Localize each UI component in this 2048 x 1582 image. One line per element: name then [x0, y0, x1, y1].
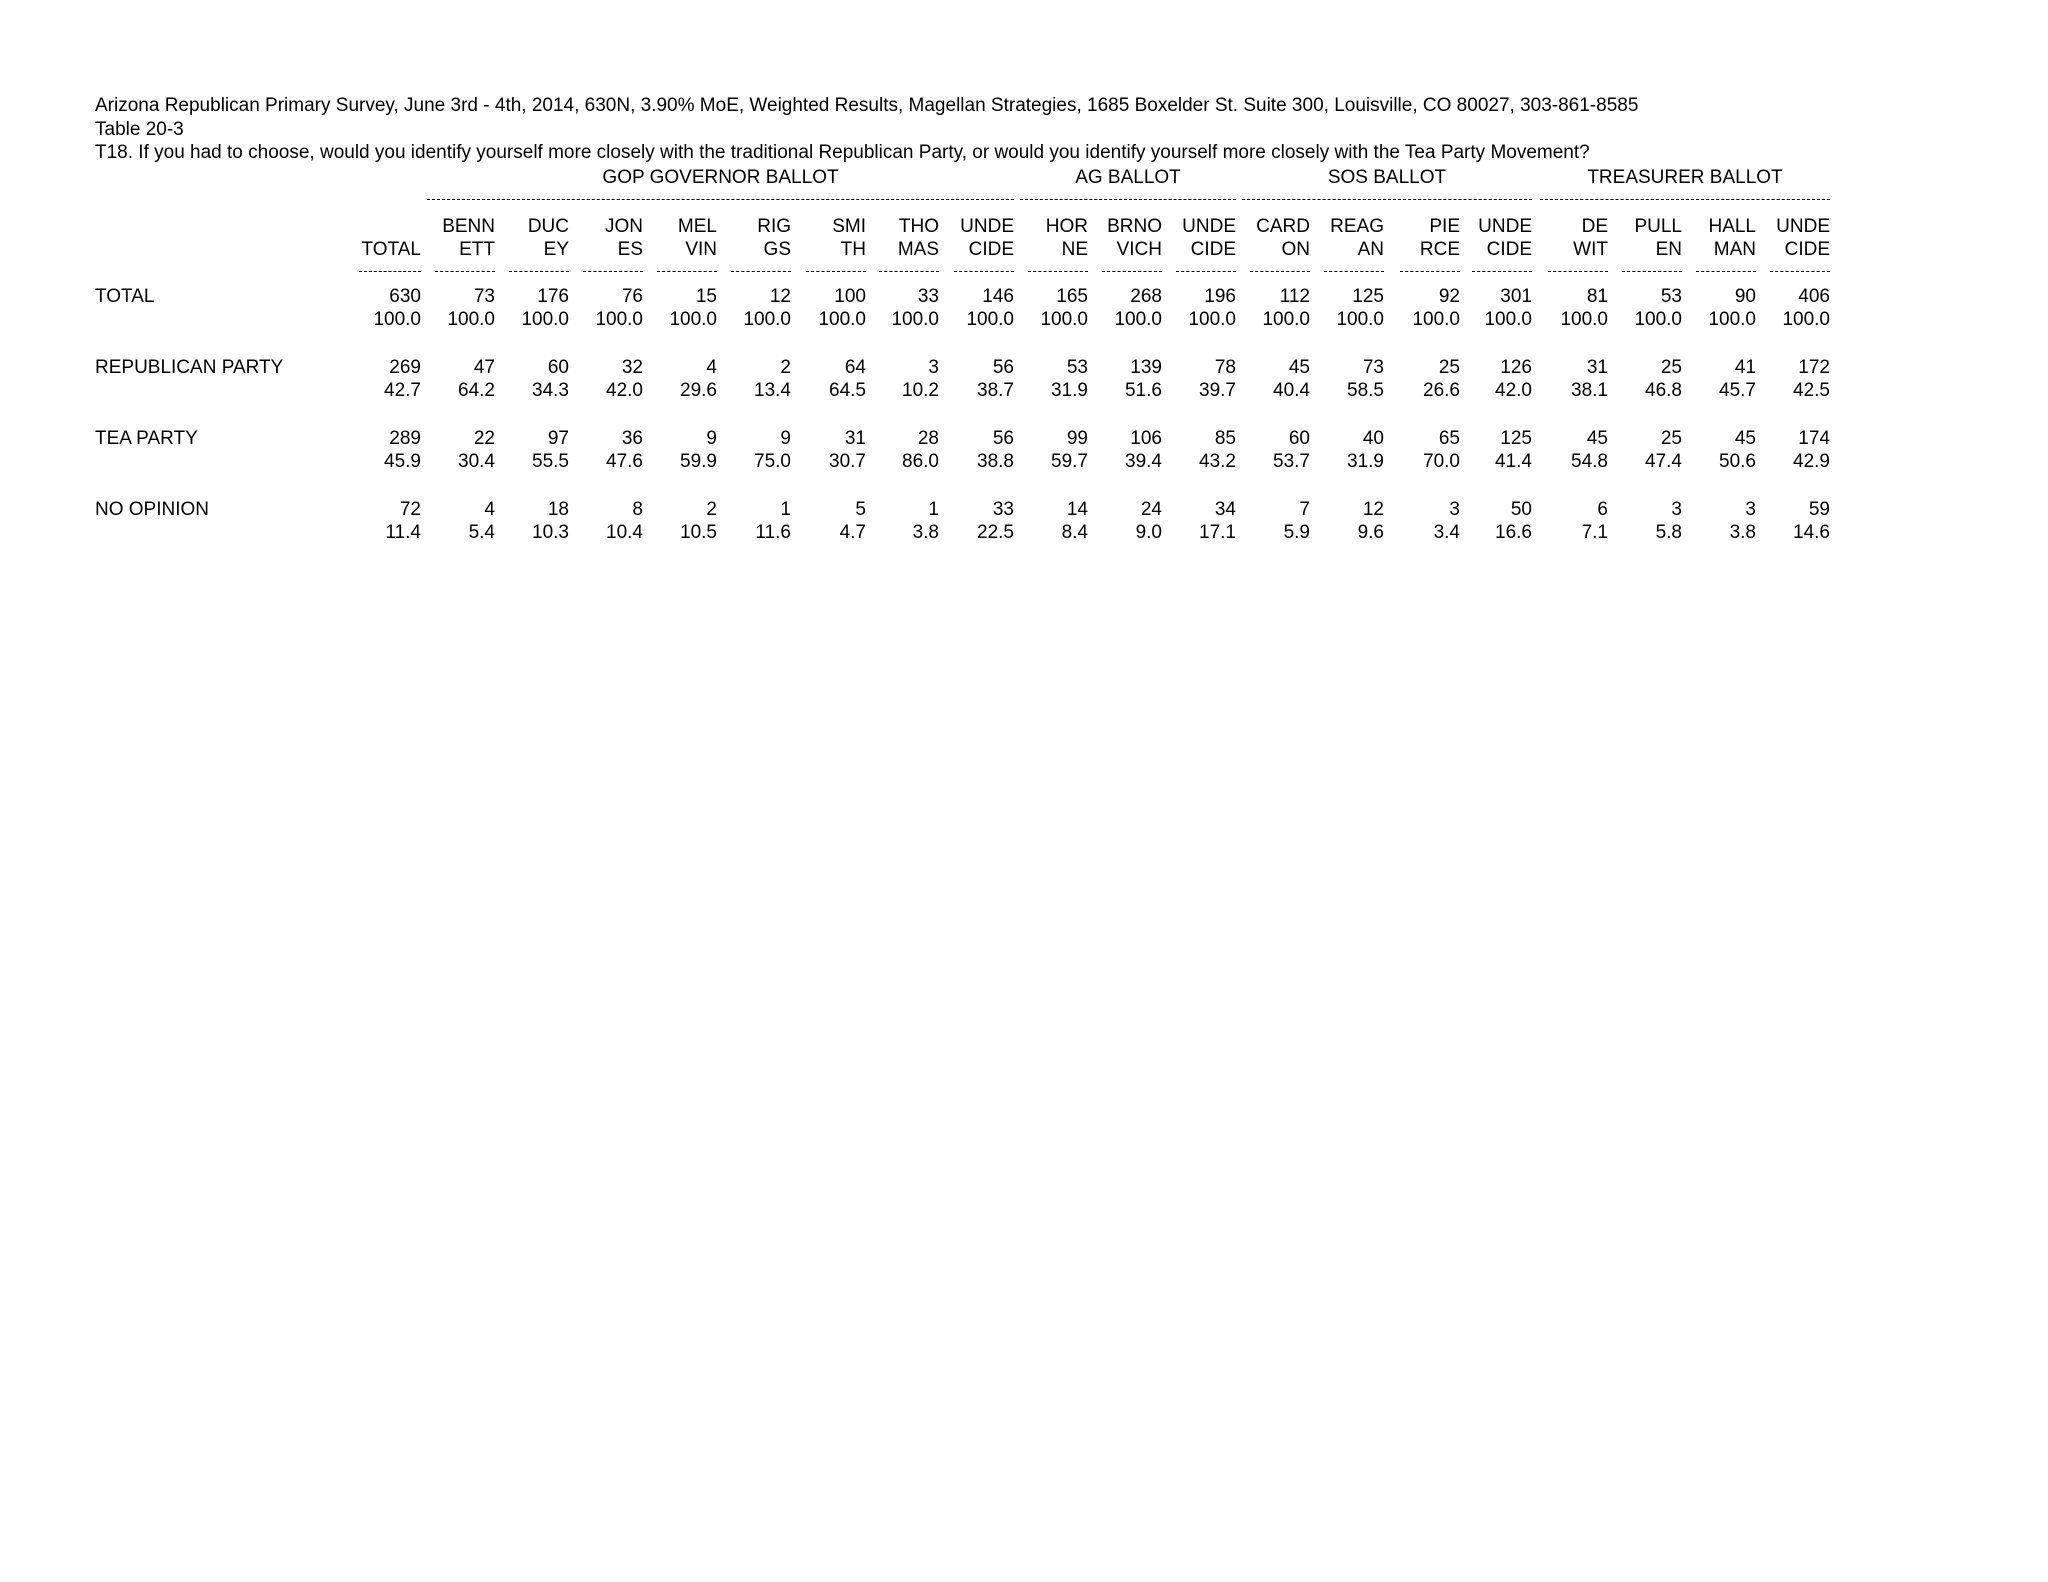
- column-header-line2: EN: [1655, 239, 1682, 260]
- column-header-line1: THO: [898, 216, 939, 237]
- count-cell: 269: [389, 357, 421, 378]
- percent-cell: 51.6: [1125, 380, 1162, 401]
- percent-cell: 8.4: [1061, 522, 1088, 543]
- percent-cell: 26.6: [1423, 380, 1460, 401]
- column-underline: [583, 271, 643, 272]
- percent-cell: 50.6: [1719, 451, 1756, 472]
- percent-cell: 45.9: [384, 451, 421, 472]
- column-underline: [879, 271, 939, 272]
- count-cell: 33: [917, 286, 939, 307]
- percent-cell: 31.9: [1347, 451, 1384, 472]
- group-underline: [1242, 199, 1532, 200]
- count-cell: 18: [547, 499, 569, 520]
- percent-cell: 100.0: [1484, 309, 1532, 330]
- percent-cell: 17.1: [1199, 522, 1236, 543]
- column-header-line1: JON: [605, 216, 643, 237]
- column-header-line2: AN: [1357, 239, 1384, 260]
- percent-cell: 10.4: [606, 522, 643, 543]
- count-cell: 2: [780, 357, 791, 378]
- column-header-line2: WIT: [1573, 239, 1608, 260]
- count-cell: 301: [1500, 286, 1532, 307]
- column-header-line2: VICH: [1116, 239, 1162, 260]
- count-cell: 36: [621, 428, 643, 449]
- percent-cell: 34.3: [532, 380, 569, 401]
- count-cell: 56: [992, 428, 1014, 449]
- percent-cell: 100.0: [1708, 309, 1756, 330]
- column-underline: [731, 271, 791, 272]
- percent-cell: 45.7: [1719, 380, 1756, 401]
- percent-cell: 100.0: [1560, 309, 1608, 330]
- count-cell: 78: [1214, 357, 1236, 378]
- count-cell: 73: [1362, 357, 1384, 378]
- column-header-line2: NE: [1061, 239, 1088, 260]
- count-cell: 126: [1500, 357, 1532, 378]
- column-underline: [1400, 271, 1460, 272]
- count-cell: 112: [1279, 286, 1310, 307]
- count-cell: 3: [1449, 499, 1460, 520]
- column-header-line2: MAS: [897, 239, 939, 260]
- group-title: TREASURER BALLOT: [1587, 167, 1783, 188]
- column-underline: [1102, 271, 1162, 272]
- percent-cell: 100.0: [521, 309, 569, 330]
- percent-cell: 41.4: [1495, 451, 1532, 472]
- column-underline: [1696, 271, 1756, 272]
- percent-cell: 29.6: [680, 380, 717, 401]
- column-header-line2: RCE: [1419, 239, 1460, 260]
- group-underline: [1020, 199, 1236, 200]
- group-underline: [427, 199, 1014, 200]
- percent-cell: 11.4: [385, 522, 421, 543]
- count-cell: 289: [389, 428, 421, 449]
- survey-header-line: Arizona Republican Primary Survey, June 3rd - 4th, 2014, 630N, 3.90% MoE, Weighted Results, Magellan Strategies, 1685 Boxelder St. Suite 300, Louisville, CO 80027, 303-861-8585: [95, 95, 1639, 116]
- count-cell: 24: [1140, 499, 1162, 520]
- count-cell: 25: [1438, 357, 1460, 378]
- count-cell: 33: [992, 499, 1014, 520]
- percent-cell: 100.0: [447, 309, 495, 330]
- percent-cell: 42.9: [1793, 451, 1830, 472]
- column-header-line1: BRNO: [1107, 216, 1162, 237]
- question-text: T18. If you had to choose, would you identify yourself more closely with the traditional Republican Party, or would you identify yourself more closely with the Tea Party Movement?: [95, 142, 1590, 163]
- count-cell: 14: [1066, 499, 1088, 520]
- count-cell: 9: [706, 428, 717, 449]
- percent-cell: 42.5: [1793, 380, 1830, 401]
- percent-cell: 10.3: [532, 522, 569, 543]
- column-underline: [509, 271, 569, 272]
- percent-cell: 47.4: [1645, 451, 1682, 472]
- percent-cell: 100.0: [818, 309, 866, 330]
- percent-cell: 5.4: [468, 522, 495, 543]
- percent-cell: 4.7: [839, 522, 866, 543]
- count-cell: 25: [1660, 428, 1682, 449]
- column-underline: [657, 271, 717, 272]
- count-cell: 97: [547, 428, 569, 449]
- column-underline: [1770, 271, 1830, 272]
- column-header-line1: CARD: [1256, 216, 1310, 237]
- percent-cell: 39.4: [1125, 451, 1162, 472]
- count-cell: 165: [1056, 286, 1088, 307]
- column-header-line1: SMI: [832, 216, 866, 237]
- group-title: SOS BALLOT: [1327, 167, 1447, 188]
- count-cell: 146: [982, 286, 1014, 307]
- count-cell: 5: [855, 499, 866, 520]
- column-header-line2: CIDE: [1486, 239, 1532, 260]
- percent-cell: 64.2: [458, 380, 495, 401]
- percent-cell: 38.7: [977, 380, 1014, 401]
- percent-cell: 9.6: [1357, 522, 1384, 543]
- count-cell: 172: [1798, 357, 1830, 378]
- column-header-line2: GS: [763, 239, 791, 260]
- percent-cell: 16.6: [1495, 522, 1532, 543]
- count-cell: 15: [695, 286, 717, 307]
- count-cell: 8: [632, 499, 643, 520]
- percent-cell: 47.6: [606, 451, 643, 472]
- count-cell: 7: [1299, 499, 1310, 520]
- count-cell: 53: [1066, 357, 1088, 378]
- column-header-line1: PIE: [1429, 216, 1460, 237]
- count-cell: 106: [1130, 428, 1162, 449]
- column-header-line1: PULL: [1634, 216, 1682, 237]
- percent-cell: 43.2: [1199, 451, 1236, 472]
- percent-cell: 54.8: [1571, 451, 1608, 472]
- count-cell: 125: [1500, 428, 1532, 449]
- percent-cell: 100.0: [669, 309, 717, 330]
- column-underline: [1250, 271, 1310, 272]
- count-cell: 176: [537, 286, 569, 307]
- percent-cell: 42.0: [1495, 380, 1532, 401]
- count-cell: 174: [1798, 428, 1830, 449]
- count-cell: 60: [1288, 428, 1310, 449]
- row-label: TOTAL: [95, 286, 155, 307]
- percent-cell: 100.0: [1114, 309, 1162, 330]
- column-underline: [1324, 271, 1384, 272]
- percent-cell: 100.0: [743, 309, 791, 330]
- percent-cell: 13.4: [754, 380, 791, 401]
- column-underline: [806, 271, 866, 272]
- count-cell: 76: [621, 286, 643, 307]
- percent-cell: 31.9: [1051, 380, 1088, 401]
- count-cell: 28: [917, 428, 939, 449]
- column-header-line1: DE: [1581, 216, 1608, 237]
- column-header-line1: HOR: [1045, 216, 1088, 237]
- count-cell: 56: [992, 357, 1014, 378]
- count-cell: 196: [1204, 286, 1236, 307]
- count-cell: 406: [1798, 286, 1830, 307]
- percent-cell: 38.1: [1571, 380, 1608, 401]
- column-underline: [1028, 271, 1088, 272]
- percent-cell: 5.9: [1283, 522, 1310, 543]
- percent-cell: 30.7: [829, 451, 866, 472]
- column-header-line1: HALL: [1708, 216, 1756, 237]
- count-cell: 53: [1660, 286, 1682, 307]
- column-underline: [435, 271, 495, 272]
- count-cell: 31: [844, 428, 866, 449]
- percent-cell: 100.0: [595, 309, 643, 330]
- count-cell: 1: [780, 499, 791, 520]
- percent-cell: 42.0: [606, 380, 643, 401]
- percent-cell: 100.0: [1040, 309, 1088, 330]
- count-cell: 4: [484, 499, 495, 520]
- percent-cell: 14.6: [1793, 522, 1830, 543]
- count-cell: 72: [399, 499, 421, 520]
- percent-cell: 3.8: [1729, 522, 1756, 543]
- column-underline: [1472, 271, 1532, 272]
- count-cell: 81: [1586, 286, 1608, 307]
- column-header-line2: EY: [543, 239, 569, 260]
- percent-cell: 9.0: [1135, 522, 1162, 543]
- count-cell: 268: [1130, 286, 1162, 307]
- percent-cell: 100.0: [1262, 309, 1310, 330]
- count-cell: 40: [1362, 428, 1384, 449]
- group-title: AG BALLOT: [1075, 167, 1181, 188]
- column-header-line1: UNDE: [1182, 216, 1236, 237]
- row-label: REPUBLICAN PARTY: [95, 357, 284, 378]
- percent-cell: 55.5: [532, 451, 569, 472]
- percent-cell: 64.5: [829, 380, 866, 401]
- count-cell: 3: [1745, 499, 1756, 520]
- column-underline: [954, 271, 1014, 272]
- column-header-line1: DUC: [527, 216, 569, 237]
- count-cell: 99: [1066, 428, 1088, 449]
- percent-cell: 11.6: [755, 522, 791, 543]
- count-cell: 45: [1586, 428, 1608, 449]
- column-header-line2: CIDE: [968, 239, 1014, 260]
- row-label: TEA PARTY: [95, 428, 198, 449]
- column-header-line1: UNDE: [1776, 216, 1830, 237]
- count-cell: 32: [621, 357, 643, 378]
- percent-cell: 46.8: [1645, 380, 1682, 401]
- percent-cell: 59.9: [680, 451, 717, 472]
- count-cell: 12: [769, 286, 791, 307]
- count-cell: 100: [834, 286, 866, 307]
- column-header-line2: MAN: [1713, 239, 1756, 260]
- count-cell: 85: [1214, 428, 1236, 449]
- column-header-line2: ETT: [459, 239, 495, 260]
- count-cell: 139: [1130, 357, 1162, 378]
- count-cell: 12: [1362, 499, 1384, 520]
- count-cell: 73: [473, 286, 495, 307]
- count-cell: 6: [1597, 499, 1608, 520]
- table-id: Table 20-3: [95, 119, 184, 140]
- count-cell: 3: [1671, 499, 1682, 520]
- count-cell: 45: [1288, 357, 1310, 378]
- count-cell: 125: [1352, 286, 1384, 307]
- percent-cell: 42.7: [384, 380, 421, 401]
- percent-cell: 100.0: [1782, 309, 1830, 330]
- group-underline: [1540, 199, 1830, 200]
- count-cell: 25: [1660, 357, 1682, 378]
- percent-cell: 58.5: [1347, 380, 1384, 401]
- column-header-line2: TH: [840, 239, 866, 260]
- percent-cell: 86.0: [902, 451, 939, 472]
- percent-cell: 30.4: [458, 451, 495, 472]
- row-label: NO OPINION: [95, 499, 210, 520]
- percent-cell: 10.5: [680, 522, 717, 543]
- column-header-line2: VIN: [685, 239, 717, 260]
- percent-cell: 38.8: [977, 451, 1014, 472]
- count-cell: 65: [1438, 428, 1460, 449]
- column-header-line2: CIDE: [1190, 239, 1236, 260]
- percent-cell: 10.2: [902, 380, 939, 401]
- column-header-line2: ON: [1281, 239, 1310, 260]
- count-cell: 1: [928, 499, 939, 520]
- column-header-line1: RIG: [757, 216, 791, 237]
- percent-cell: 53.7: [1273, 451, 1310, 472]
- column-header-line1: UNDE: [960, 216, 1014, 237]
- group-title: GOP GOVERNOR BALLOT: [602, 167, 839, 188]
- percent-cell: 100.0: [373, 309, 421, 330]
- count-cell: 64: [844, 357, 866, 378]
- count-cell: 90: [1734, 286, 1756, 307]
- column-underline: [359, 271, 421, 272]
- column-underline: [1176, 271, 1236, 272]
- percent-cell: 100.0: [1412, 309, 1460, 330]
- percent-cell: 3.4: [1433, 522, 1460, 543]
- count-cell: 34: [1214, 499, 1236, 520]
- percent-cell: 5.8: [1655, 522, 1682, 543]
- percent-cell: 100.0: [891, 309, 939, 330]
- percent-cell: 75.0: [754, 451, 791, 472]
- column-header-line1: REAG: [1330, 216, 1384, 237]
- column-underline: [1622, 271, 1682, 272]
- count-cell: 47: [473, 357, 495, 378]
- percent-cell: 3.8: [912, 522, 939, 543]
- count-cell: 59: [1808, 499, 1830, 520]
- percent-cell: 59.7: [1051, 451, 1088, 472]
- count-cell: 92: [1438, 286, 1460, 307]
- count-cell: 9: [780, 428, 791, 449]
- count-cell: 60: [547, 357, 569, 378]
- column-header-line2: CIDE: [1784, 239, 1830, 260]
- percent-cell: 70.0: [1423, 451, 1460, 472]
- percent-cell: 100.0: [966, 309, 1014, 330]
- column-header-line2: TOTAL: [361, 239, 421, 260]
- count-cell: 31: [1586, 357, 1608, 378]
- percent-cell: 100.0: [1634, 309, 1682, 330]
- percent-cell: 22.5: [977, 522, 1014, 543]
- count-cell: 4: [706, 357, 717, 378]
- column-underline: [1548, 271, 1608, 272]
- column-header-line1: MEL: [677, 216, 717, 237]
- column-header-line1: BENN: [442, 216, 495, 237]
- count-cell: 45: [1734, 428, 1756, 449]
- percent-cell: 39.7: [1199, 380, 1236, 401]
- count-cell: 630: [389, 286, 421, 307]
- percent-cell: 100.0: [1188, 309, 1236, 330]
- column-header-line2: ES: [617, 239, 643, 260]
- percent-cell: 7.1: [1581, 522, 1608, 543]
- percent-cell: 40.4: [1273, 380, 1310, 401]
- column-header-line1: UNDE: [1478, 216, 1532, 237]
- percent-cell: 100.0: [1336, 309, 1384, 330]
- count-cell: 50: [1510, 499, 1532, 520]
- count-cell: 2: [706, 499, 717, 520]
- count-cell: 41: [1734, 357, 1756, 378]
- count-cell: 3: [928, 357, 939, 378]
- count-cell: 22: [473, 428, 495, 449]
